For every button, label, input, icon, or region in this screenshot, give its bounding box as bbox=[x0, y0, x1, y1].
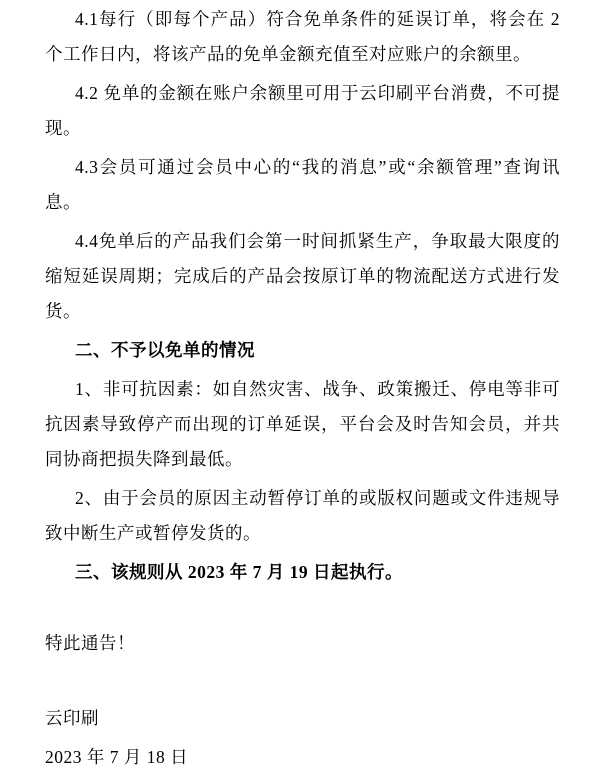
section-3-heading: 三、该规则从 2023 年 7 月 19 日起执行。 bbox=[75, 562, 403, 582]
section-2-heading: 二、不予以免单的情况 bbox=[75, 340, 255, 360]
signature-block bbox=[45, 701, 560, 775]
clause-4-1: 4.1每行（即每个产品）符合免单条件的延误订单，将会在 2 个工作日内，将该产品的免单金额充值至对应账户的余额里。 bbox=[45, 9, 560, 64]
clause-4-2: 4.2 免单的金额在账户余额里可用于云印刷平台消费，不可提现。 bbox=[45, 83, 560, 138]
signature-date: 2023 年 7 月 18 日 bbox=[45, 747, 189, 767]
section-2-item-1: 1、非可抗因素：如自然灾害、战争、政策搬迁、停电等非可抗因素导致停产而出现的订单延误，平台会及时告知会员，并共同协商把损失降到最低。 bbox=[45, 379, 560, 469]
closing-statement: 特此通告！ bbox=[45, 633, 135, 653]
clause-4-3: 4.3会员可通过会员中心的“我的消息”或“余额管理”查询讯息。 bbox=[45, 157, 560, 212]
signature-name: 云印刷 bbox=[45, 708, 99, 728]
clause-4-4: 4.4免单后的产品我们会第一时间抓紧生产，争取最大限度的缩短延误周期；完成后的产品会按原订单的物流配送方式进行发货。 bbox=[45, 231, 560, 321]
section-2-item-2: 2、由于会员的原因主动暂停订单的或版权问题或文件违规导致中断生产或暂停发货的。 bbox=[45, 488, 560, 543]
